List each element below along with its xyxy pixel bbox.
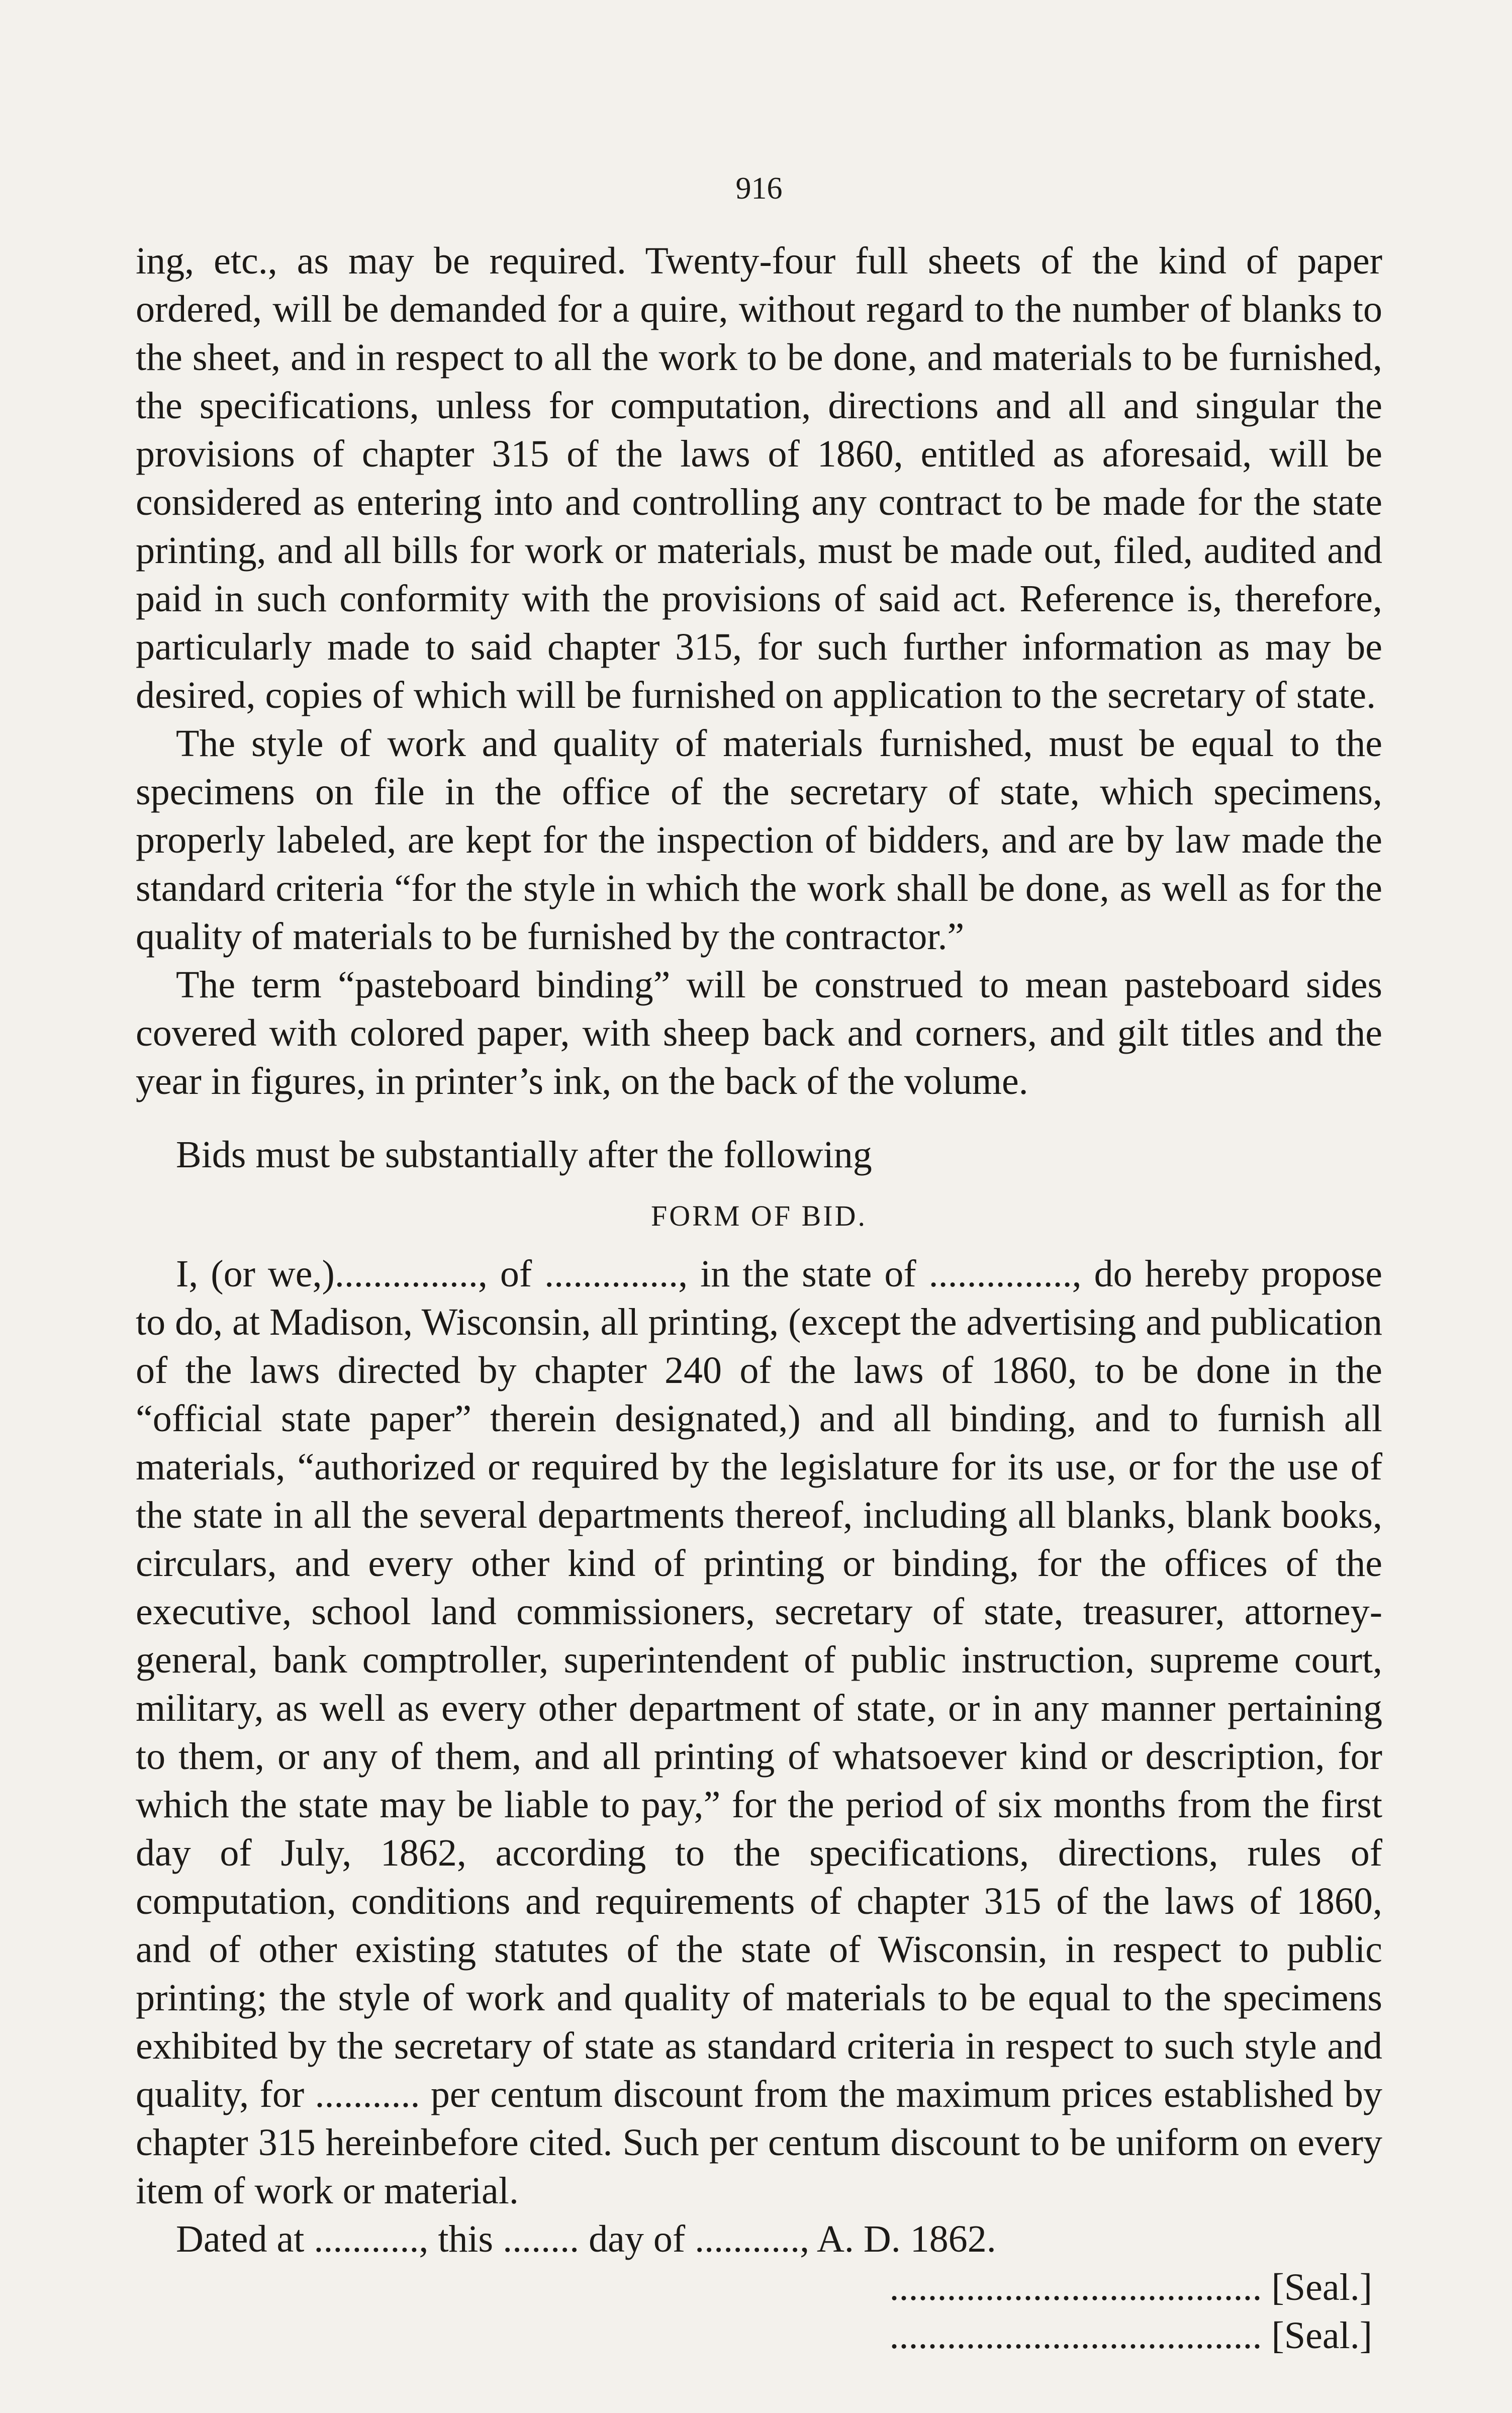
dated-line: Dated at ..........., this ........ day of ..........., A. D. 1862. (176, 2218, 996, 2260)
form-heading: FORM OF BID. (651, 1199, 867, 1232)
seal-line-1: ....................................... [Seal.] (889, 2266, 1372, 2308)
paragraph-pasteboard-binding: The term “pasteboard binding” will be construed to mean pasteboard sides covered with colored paper, with sheep back and corners, and gilt titles and the year in figures, in printer’s ink, on the back of the volume. (136, 964, 1382, 1102)
document-page (136, 171, 1382, 2373)
seal-line-2: ....................................... [Seal.] (889, 2314, 1372, 2357)
paragraph-specifications: ing, etc., as may be required. Twenty-four full sheets of the kind of paper ordered, will be demanded for a quire, without regard to the number of blanks to the sheet, and in respect to all the work to be done, and materials to be furnished, the specifications, unless for computation, directions and all and singular the provisions of chapter 315 of the laws of 1860, entitled as aforesaid, will be considered as entering into and controlling any contract to be made for the state printing, and all bills for work or materials, must be made out, filed, audited and paid in such conformity with the provisions of said act. Reference is, therefore, particularly made to said chapter 315, for such further information as may be desired, copies of which will be furnished on application to the secretary of state. (136, 240, 1382, 716)
page-number: 916 (735, 171, 783, 206)
spacer (136, 1105, 1382, 1131)
paragraph-form-of-bid: I, (or we,)..............., of .............., in the state of ..............., do hereby propose to do, at Madison, Wisconsin, all printing, (except the advertising and publication of the laws directed by chapter 240 of the laws of 1860, to be done in the “official state paper” therein designated,) and all binding, and to furnish all materials, “authorized or required by the legislature for its use, or for the use of the state in all the several departments thereof, including all blanks, blank books, circulars, and every other kind of printing or binding, for the offices of the executive, school land commissioners, secretary of state, treasurer, attorney-general, bank comptroller, superintendent of public instruction, supreme court, military, as well as every other department of state, or in any manner pertaining to them, or any of them, and all printing of whatsoever kind or description, for which the state may be liable to pay,” for the period of six months from the first day of July, 1862, according to the specifications, directions, rules of computation, conditions and requirements of chapter 315 of the laws of 1860, and of other existing statutes of the state of Wisconsin, in respect to public printing; the style of work and quality of materials to be equal to the specimens exhibited by the secretary of state as standard criteria in respect to such style and quality, for ........... per centum discount from the maximum prices established by chapter 315 hereinbefore cited. Such per centum discount to be uniform on every item of work or material. (136, 1253, 1382, 2212)
paragraph-bids-intro: Bids must be substantially after the following (176, 1134, 872, 1176)
paragraph-style-of-work: The style of work and quality of materials furnished, must be equal to the specimens on file in the office of the secretary of state, which specimens, properly labeled, are kept for the inspection of bidders, and are by law made the standard criteria “for the style in which the work shall be done, as well as for the quality of materials to be furnished by the contractor.” (136, 722, 1382, 958)
